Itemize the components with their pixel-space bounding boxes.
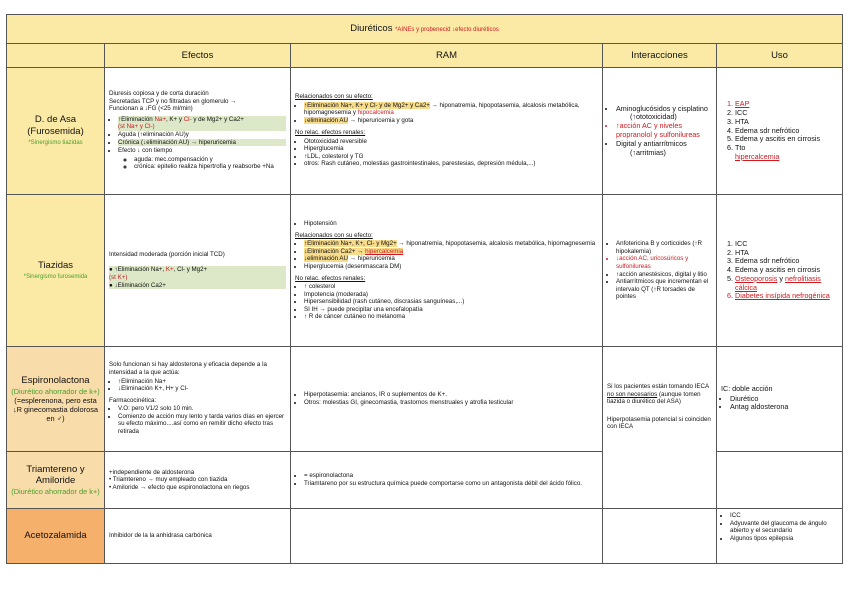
effects-list bbox=[109, 378, 286, 393]
header-interactions: Interacciones bbox=[603, 44, 717, 68]
ram-list-2 bbox=[295, 283, 598, 321]
use-list bbox=[721, 395, 838, 413]
list-item: • Aminoglucósidos y cisplatino (↑ototoxicidad) bbox=[616, 105, 712, 123]
synergy-note: *Sinergismo tiazidas bbox=[28, 140, 83, 147]
effects-acetazolamide: Inhibidor de la la anhidrasa carbónica bbox=[105, 509, 291, 564]
list-item: 6. Diabetes insípida nefrogénica bbox=[735, 292, 838, 301]
list-item: • Otros: molestias GI, ginecomastia, trastornos menstruales y atrofia testicular bbox=[304, 399, 598, 407]
interactions-list bbox=[607, 105, 712, 158]
use-spironolactone bbox=[717, 347, 843, 452]
row-acetazolamide bbox=[7, 509, 843, 564]
list-item: • ↑ R de cáncer cutáneo no melanoma bbox=[304, 313, 598, 321]
list-item: • Digital y antiarrítmicos (↑arritmias) bbox=[616, 140, 712, 158]
list-item: • Antiarrítmicos que incrementan el intervalo QT (↑R torsades de pointes bbox=[616, 278, 712, 301]
ram-list bbox=[295, 472, 598, 487]
effects-list-2 bbox=[109, 147, 286, 171]
ram-thiazides bbox=[291, 195, 603, 347]
use-list bbox=[721, 240, 838, 301]
header-row bbox=[7, 44, 843, 68]
list-item: ◦ crónica: epitelio realiza hipertrofia y reabsorbe +Na bbox=[134, 163, 286, 171]
ram-list-2 bbox=[295, 138, 598, 168]
drug-name-spironolactone bbox=[7, 347, 105, 452]
row-spironolactone bbox=[7, 347, 843, 452]
list-item: • ↑ colesterol bbox=[304, 283, 598, 291]
list-item: 1. EAP bbox=[735, 100, 838, 109]
effects-list bbox=[109, 266, 286, 289]
interactions-spironolactone bbox=[603, 347, 717, 509]
list-item: • Triamtareno por su estructura química puede comportarse como un antagonista débil del ácido fólico. bbox=[304, 480, 598, 488]
effects-text: Secretadas TCP y no filtradas en glomerulo → bbox=[109, 97, 237, 105]
list-item: • Anfotericina B y corticoides (↑R hipokalemia) bbox=[616, 240, 712, 255]
effects-text: +independiente de aldosterona bbox=[109, 468, 195, 476]
use-acetazolamide bbox=[717, 509, 843, 564]
list-item: • V.O: pero V1/2 solo 10 min. bbox=[118, 405, 286, 413]
list-item: 4. Edema sdr nefrótico bbox=[735, 127, 838, 136]
row-triamterene bbox=[7, 452, 843, 509]
list-item: • SI IH → puede precipitar una encefalopatía bbox=[304, 306, 598, 314]
row-loop-diuretics bbox=[7, 68, 843, 195]
list-item: • Efecto ↓ con tiempo ◦ aguda: mec.compensación y ◦ crónica: epitelio realiza hipertrofia y reabsorbe +Na bbox=[118, 147, 286, 171]
list-item: • Ototoxicidad reversible bbox=[304, 138, 598, 146]
list-item: • ↓Eliminación Ca2+ → hipercalcemia bbox=[304, 248, 598, 256]
effects-loop bbox=[105, 68, 291, 195]
interactions-loop bbox=[603, 68, 717, 195]
list-item: • ↑acción anestésicos, digital y litio bbox=[616, 271, 712, 279]
list-item: 2. ICC bbox=[735, 109, 838, 118]
list-item: 1. ICC bbox=[735, 240, 838, 249]
effects-text: Funcionan a ↓FG (<25 ml/min) bbox=[109, 105, 193, 113]
interactions-acetazolamide bbox=[603, 509, 717, 564]
effects-spironolactone bbox=[105, 347, 291, 452]
effects-triamterene bbox=[105, 452, 291, 509]
header-ram: RAM bbox=[291, 44, 603, 68]
list-item: • ↑acción AC y niveles propranolol y sulfonilureas bbox=[616, 122, 712, 140]
list-item: ● ↓Eliminación Ca2+ bbox=[109, 282, 286, 290]
list-item: • Hiperglucemia (desenmascara DM) bbox=[304, 263, 598, 271]
ram-list bbox=[295, 102, 598, 125]
list-item: • = espironolactona bbox=[304, 472, 598, 480]
drug-subtitle: (Diurético ahorrador de k+) bbox=[11, 386, 100, 396]
list-item: • Adyuvante del glaucoma de ángulo abierto y el secundario bbox=[730, 520, 838, 535]
ram-heading: No relac. efectos renales: bbox=[295, 274, 366, 282]
ram-list bbox=[295, 240, 598, 270]
list-item: • Diurético bbox=[730, 395, 838, 404]
list-item: • Hipotensión bbox=[304, 220, 598, 228]
list-item: 3. Edema sdr nefrótico bbox=[735, 257, 838, 266]
list-item: ● ↑Eliminación Na+, K+, Cl- y Mg2+ (st K+) bbox=[109, 266, 286, 281]
list-item: • Comienzo de acción muy lento y tarda varios días en ejercer su efecto máximo....así como en remitir dicho efecto tras retirada bbox=[118, 413, 286, 436]
use-list bbox=[721, 512, 838, 542]
interactions-text: Si los pacientes están tomando IECA no son necesarios (aunque tomen tiazida o diurético del ASA) bbox=[607, 383, 709, 406]
list-item: • otros: Rash cutáneo, molestias gastrointestinales, parestesias, depresión médula,...) bbox=[304, 160, 598, 168]
effects-text: • Triamtereno → muy empleado con tiazida bbox=[109, 476, 228, 484]
list-item: 2. HTA bbox=[735, 249, 838, 258]
effects-thiazides bbox=[105, 195, 291, 347]
title-row bbox=[7, 15, 843, 44]
list-item: • Crónica (↓eliminación AU) → hiperuricemia bbox=[118, 139, 286, 147]
drug-name-text: Triamtereno y Amiloride bbox=[26, 463, 85, 487]
diuretics-table bbox=[6, 14, 843, 564]
drug-name-acetazolamide: Acetozalamida bbox=[7, 509, 105, 564]
use-triamterene bbox=[717, 452, 843, 509]
list-item: • Hiperpotasemia: ancianos, IR o suplementos de K+. bbox=[304, 391, 598, 399]
title-main: Diuréticos bbox=[350, 23, 393, 35]
list-item: • ↑Eliminación Na+, K+ y Cl- y de Mg2+ y Ca2+ → hiponatremia, hipopotasemia, alcalosis metabólica, hipomagnesemia y hipocalcemia bbox=[304, 102, 598, 117]
list-item: • ↑Eliminación Na+, K+ y Cl- y de Mg2+ y Ca2+ (st Na+ y Cl-) bbox=[118, 116, 286, 131]
header-effects: Efectos bbox=[105, 44, 291, 68]
synergy-note: *Sinergismo furosemida bbox=[23, 274, 88, 281]
title-note: *AINEs y probenecid ↓efecto diuréticos bbox=[395, 27, 499, 34]
list-item: • ↓acción AC, uricosúricos y sulfonilureas bbox=[616, 255, 712, 270]
list-item: • ↑LDL, colesterol y TG bbox=[304, 153, 598, 161]
list-item: 5. Osteoporosis y nefrolitiasis cálcica bbox=[735, 275, 838, 293]
table-title bbox=[7, 15, 843, 44]
drug-name-loop bbox=[7, 68, 105, 195]
list-item: • Antag aldosterona bbox=[730, 403, 838, 412]
use-thiazides bbox=[717, 195, 843, 347]
use-title: IC: doble acción bbox=[721, 383, 773, 393]
list-item: • Hipersensibilidad (rash cutáneo, discrasias sanguíneas,...) bbox=[304, 298, 598, 306]
list-item: • ↓eliminación AU → hiperuricemia y gota bbox=[304, 117, 598, 125]
list-item: • ICC bbox=[730, 512, 838, 520]
ram-heading: Relacionados con su efecto: bbox=[295, 92, 373, 100]
row-thiazides bbox=[7, 195, 843, 347]
effects-list-2 bbox=[109, 405, 286, 435]
drug-name-text: Tiazidas bbox=[37, 259, 74, 271]
list-item: • ↓eliminación AU → hiperuricemia bbox=[304, 255, 598, 263]
list-item: • ↑Eliminación Na+ bbox=[118, 378, 286, 386]
ram-loop bbox=[291, 68, 603, 195]
drug-name-thiazides bbox=[7, 195, 105, 347]
ram-triamterene bbox=[291, 452, 603, 509]
list-item: • Algunos tipos epilepsia bbox=[730, 535, 838, 543]
drug-name-text: D. de Asa (Furosemida) bbox=[27, 114, 84, 137]
drug-extra-note: (=esplerenona, pero esta ↓R ginecomastia dolorosa en ♂) bbox=[12, 395, 99, 423]
list-item: • ↓Eliminación K+, H+ y Cl- bbox=[118, 385, 286, 393]
drug-subtitle: (Diurético ahorrador de k+) bbox=[11, 487, 100, 497]
ram-list bbox=[295, 391, 598, 406]
ram-heading: No relac. efectos renales: bbox=[295, 129, 366, 137]
header-use: Uso bbox=[717, 44, 843, 68]
interactions-text: Hiperpotasemia potencial si coinciden con IECA bbox=[607, 415, 711, 431]
ram-spironolactone bbox=[291, 347, 603, 452]
interactions-thiazides bbox=[603, 195, 717, 347]
header-corner bbox=[7, 44, 105, 68]
drug-name-text: Espironolactona bbox=[21, 375, 90, 387]
ram-top bbox=[295, 220, 598, 228]
list-item: 5. Edema y ascitis en cirrosis bbox=[735, 135, 838, 144]
list-item: • Aguda (↑eliminación AU)y bbox=[118, 131, 286, 139]
list-item: 3. HTA bbox=[735, 118, 838, 127]
drug-name-triamterene bbox=[7, 452, 105, 509]
list-item: • ↑Eliminación Na+, K+, Cl- y Mg2+ → hiponatremia, hipopotasemia, alcalosis metabólica, hipomagnesemia bbox=[304, 240, 598, 248]
ram-heading: Relacionados con su efecto: bbox=[295, 231, 373, 239]
effects-text: • Amiloride → efecto que espironolactona en riegos bbox=[109, 483, 250, 491]
effects-text: Intensidad moderada (porción inicial TCD) bbox=[109, 250, 225, 258]
list-item: 6. Tto hipercalcemia bbox=[735, 144, 838, 162]
effects-text: Farmacocinética: bbox=[109, 396, 157, 404]
interactions-list bbox=[607, 240, 712, 301]
use-loop bbox=[717, 68, 843, 195]
effects-text: Diuresis copiosa y de corta duración bbox=[109, 90, 209, 98]
effects-text: Solo funcionan si hay aldosterona y eficacia depende a la intensidad a la que actúa: bbox=[109, 361, 267, 377]
list-item: • Impotencia (moderada) bbox=[304, 291, 598, 299]
effects-list bbox=[109, 116, 286, 146]
ram-acetazolamide bbox=[291, 509, 603, 564]
list-item: ◦ aguda: mec.compensación y bbox=[134, 156, 286, 164]
list-item: 4. Edema y ascitis en cirrosis bbox=[735, 266, 838, 275]
use-list bbox=[721, 100, 838, 161]
list-item: • Hiperglucemia bbox=[304, 145, 598, 153]
